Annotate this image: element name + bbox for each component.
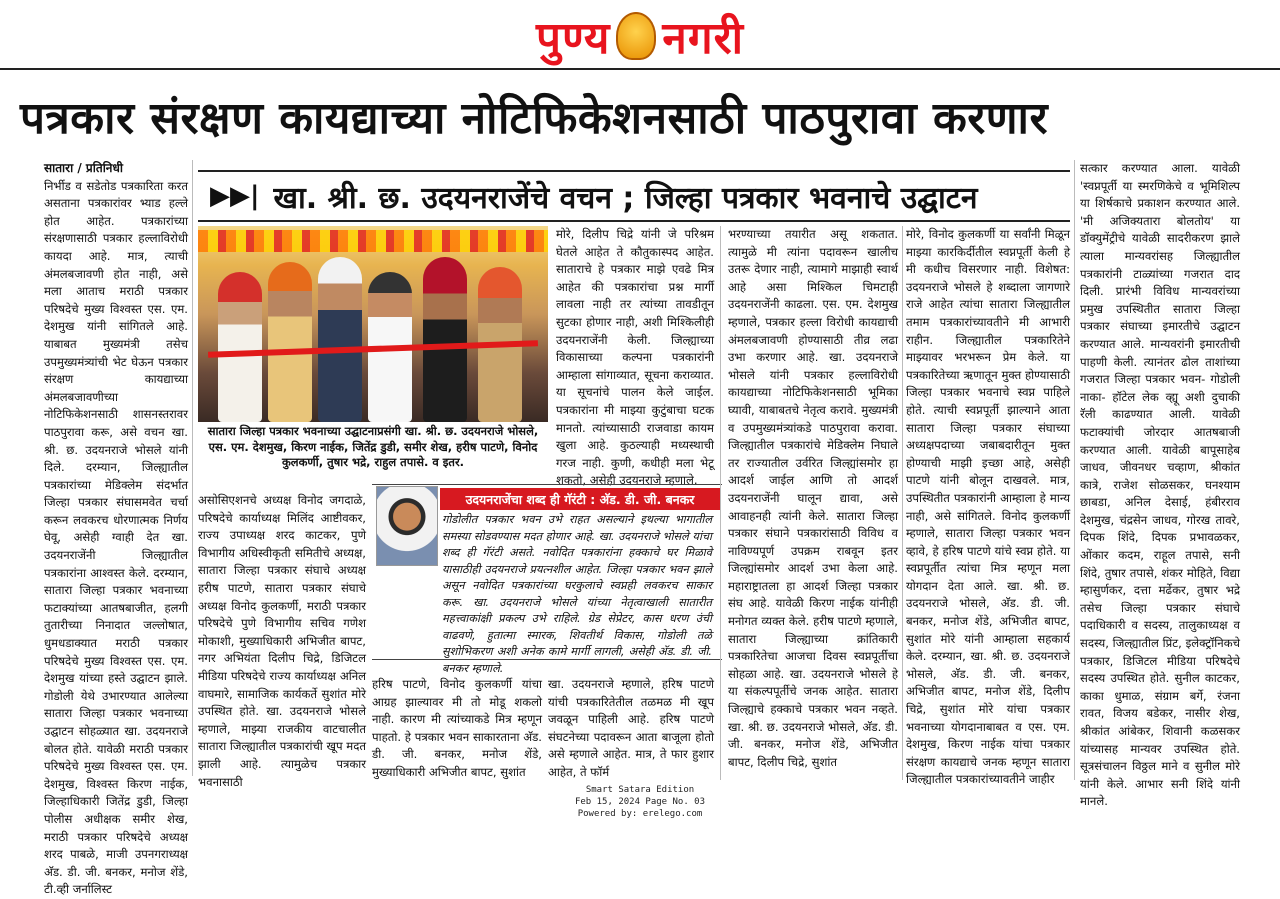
article-column-6: सत्कार करण्यात आला. यावेळी 'स्वप्नपूर्ती या स्मरणिकेचे व भूमिशिल्प या शिर्षकाचे प्रकाशन करण्यात आले. 'मी अजिक्यतारा बोलतोय' या डॉक्युमेंट्रीचे यावेळी सादरीकरण झाले त्याला मान्यवरांसह जिल्ह्यातील पत्रकारांनी टाळ्यांच्या गजरात दाद दिली. प्रारंभी विविध मान्यवरांच्या प्रमुख उपस्थितीत सातारा जिल्हा पत्रकार संघाच्या इमारतीचे उद्घाटन करण्यात आले. मान्यवरांनी इमारतीची पाहणी केली. त्यानंतर ढोल ताशांच्या गजरात जिल्हा पत्रकार भवन- गोडोली नाका- हॉटेल लेक व्ह्यू अशी दुचाकी रॅली काढण्यात आली. यावेळी फटाक्यांची जोरदार आतषबाजी करण्यात आली. यावेळी बापूसाहेब जाधव, जीवनधर चव्हाण, श्रीकांत कात्रे, राजेश सोळसकर, घनश्याम छाबडा, अनिल देसाई, हंबीरराव देशमुख, चंद्रसेन जाधव, गोरख तावरे, दिपक शिंदे, दिपक प्रभावळकर, ओंकार कदम, राहूल तपासे, सनी शिंदे, तुषार तपासे, शंकर मोहिते, विद्या म्हासुर्णकर, दत्ता मर्ढेकर, तुषार भद्रे तसेच जिल्हा पत्रकार संघाचे पदाधिकारी व सदस्य, तालुकाध्यक्ष व सदस्य, जिल्ह्यातील प्रिंट, इलेक्ट्रॉनिकचे पत्रकार, डिजिटल मीडिया परिषदेचे सदस्य उपस्थित होते. सुनील काटकर, काका धुमाळ, संग्राम बर्गे, रंजना रावत, विजय बडेकर, नासीर शेख, श्रीकांत आंबेकर, शिवानी कळसकर यांच्यासह मान्यवर उपस्थित होते. सूत्रसंचालन विठ्ठल माने व सुनील मोरे यांनी केले. आभार सनी शिंदे यांनी मानले.: [1080, 161, 1240, 809]
column-divider: [192, 160, 193, 776]
fast-forward-arrow-icon: ▶▶|: [210, 181, 260, 211]
article-column-4: भरण्याच्या तयारीत असू शकतात. त्यामुळे मी त्यांना पदावरून खालीच उतरू देणार नाही, त्यामागे माझाही स्वार्थ आहे असा मिश्किल चिमटाही उदयनराजेंनी काढला. एस. एम. देशमुख म्हणाले, पत्रकार हल्ला विरोधी कायद्याची अंमलबजावणी होण्यासाठी तीव्र लढा उभा करणार आहे. खा. उदयनराजे भोसले यांनी पत्रकार हल्लाविरोधी कायद्याच्या नोटिफिकेशनसाठी भूमिका घ्यावी, याबाबतचे नेतृत्व करावे. मुख्यमंत्री व उपमुख्यमंत्र्यांकडे पाठपुरावा करावा. जिल्ह्यातील पत्रकारांचे मेडिक्लेम निघाले तर राज्यातील उर्वरित जिल्ह्यांसमोर हा आदर्श जाईल आणि तो आदर्श उदयनराजेंनी घालून द्यावा, असे आवाहनही त्यांनी केले. सातारा जिल्हा पत्रकार संघाने पत्रकारांसाठी विविध व नाविण्यपूर्ण उपक्रम राबवून इतर जिल्ह्यांसमोर आदर्श उभा केला आहे. महाराष्ट्रातला हा आदर्श जिल्हा पत्रकार संघ आहे. यावेळी किरण नाईक यांनीही मनोगत व्यक्त केले. हरीष पाटणे म्हणाले, सातारा जिल्ह्याच्या क्रांतिकारी पत्रकारितेचा आजचा दिवस स्वप्नपूर्तीचा सोहळा आहे. खा. उदयनराजे भोसले हे या संकल्पपूर्तीचे जनक आहेत. सातारा जिल्ह्याचे हक्काचे पत्रकार भवन नव्हते. खा. श्री. छ. उदयनराजे भोसले, अ‍ॅड. डी. जी. बनकर, मनोज शेंडे, अभिजीत बापट, दिलीप चिद्रे, सुशांत: [728, 227, 898, 769]
byline: सातारा / प्रतिनिधी: [44, 161, 123, 175]
article-column-2-mid: असोसिएशनचे अध्यक्ष विनोद जगदाळे, परिषदेचे कार्याध्यक्ष मिलिंद आष्टीवकर, राज्य उपाध्यक्ष शरद काटकर, पुणे विभागीय अधिस्वीकृती समितीचे अध्यक्ष, सातारा जिल्हा पत्रकार संघाचे अध्यक्ष हरीष पाटणे, सातारा पत्रकार संघाचे अध्यक्ष विनोद कुलकर्णी, मराठी पत्रकार परिषदेचे पुणे विभागीय सचिव गणेश मोकाशी, मुख्याधिकारी अभिजीत बापट, नगर अभियंता दिलीप चिद्रे, डिजिटल मीडिया परिषदेचे राज्य कार्याध्यक्ष अनिल वाघमारे, सामाजिक कार्यकर्ते सुशांत मोरे उपस्थित होते. खा. उदयनराजे भोसले म्हणाले, माझ्या राजकीय वाटचालीत सातारा जिल्ह्यातील पत्रकारांची खूप मदत झाली आहे. त्यामुळेच पत्रकार भवनासाठी: [198, 493, 366, 789]
powered-by-link[interactable]: Powered by: erelego.com: [577, 809, 703, 819]
edition-name: Smart Satara Edition: [585, 785, 695, 795]
flower-garland: [198, 230, 548, 252]
column-divider: [1074, 160, 1075, 780]
edition-footer: [540, 784, 740, 820]
photo-caption: सातारा जिल्हा पत्रकार भवनाच्या उद्घाटनाप्रसंगी खा. श्री. छ. उदयनराजे भोसले, एस. एम. देशमुख, किरण नाईक, जितेंद्र डुडी, समीर शेख, हरीष पाटणे, विनोद कुलकर्णी, तुषार भद्रे, राहुल तपासे. व इतर.: [207, 424, 539, 469]
photo-person: [268, 262, 312, 422]
ganesha-emblem-icon: [616, 12, 656, 60]
column-divider: [720, 226, 721, 780]
quote-box-title: उदयनराजेंचा शब्द ही गॅरंटी : अ‍ॅड. डी. जी. बनकर: [440, 488, 720, 510]
article-headline: पत्रकार संरक्षण कायद्याच्या नोटिफिकेशनसाठी पाठपुरावा करणार: [20, 93, 1048, 144]
article-column-2-bottom: हरिष पाटणे, विनोद कुलकर्णी यांचा आग्रह झाल्यावर मी तो मोडू शकलो नाही. कारण मी त्यांच्याकडे मित्र म्हणून पाहतो. हे पत्रकार भवन साकारताना अ‍ॅड. डी. जी. बनकर, मनोज शेंडे, मुख्याधिकारी अभिजीत बापट, सुशांत: [372, 677, 542, 779]
photo-person: [423, 257, 467, 422]
edition-date-page: Feb 15, 2024 Page No. 03: [574, 797, 706, 807]
column-1-text: निर्भीड व सडेतोड पत्रकारिता करत असताना पत्रकारांवर भ्याड हल्ले होत आहेत. पत्रकारांच्या संरक्षणासाठी पत्रकार हल्लाविरोधी कायदा आहे. मात्र, त्याची अंमलबजावणी होत नाही, असे मला आताच मराठी पत्रकार परिषदेचे मुख्य विश्वस्त एस. एम. देशमुख यांनी सांगितले आहे. याबाबत मुख्यमंत्री तसेच उपमुख्यमंत्र्यांची भेट घेऊन पत्रकार संरक्षण कायद्याच्या अंमलबजावणीच्या नोटिफिकेशनसाठी शासनस्तरावर पाठपुरावा करू, असे वचन खा. श्री. छ. उदयनराजे भोसले यांनी दिले. दरम्यान, जिल्ह्यातील पत्रकारांच्या मेडिक्लेम संदर्भात जिल्हा पत्रकार संघासमवेत चर्चा करून लवकरच धोरणात्मक निर्णय घेवू, असेही ग्वाही देत खा. उदयनराजेंनी जिल्ह्यातील पत्रकारांना आश्वस्त केले. दरम्यान, सातारा जिल्हा पत्रकार भवनाच्या फटाक्यांच्या आतषबाजीत, हलगी तुतारीच्या निनादात जल्लोषात, धुमधडाक्यात मराठी पत्रकार परिषदेचे मुख्य विश्वस्त एस. एम. देशमुख यांच्या हस्ते उद्घाटन झाले. गोडोली येथे उभारण्यात आलेल्या सातारा जिल्हा पत्रकार भवनाच्या उद्घाटन सोहळ्यात खा. उदयनराजे बोलत होते. यावेळी मराठी पत्रकार परिषदेचे मुख्य विश्वस्त एस. एम. देशमुख, विश्वस्त किरण नाईक, जिल्हाधिकारी जितेंद्र डुडी, जिल्हा पोलीस अधीक्षक समीर शेख, मराठी पत्रकार परिषदेचे अध्यक्ष शरद पाबळे, माजी उपनगराध्यक्ष अ‍ॅड. डी. जी. बनकर, मनोज शेंडे, टी.व्ही जर्नालिस्ट: [44, 178, 188, 897]
logo-left-word: पुण्य: [535, 13, 611, 64]
column-divider: [902, 226, 903, 780]
article-column-3-top: मोरे, दिलीप चिद्रे यांनी जे परिश्रम घेतले आहेत ते कौतुकास्पद आहेत. साताराचे हे पत्रकार माझे एवढे मित्र आहेत की पत्रकारांचा प्रश्न मार्गी लावला नाही तर त्यांच्या तावडीतून सुटका होणार नाही, अशी मिश्किलीही उदयनराजेंनी केली. जिल्ह्याच्या विकासाच्या कल्पना पत्रकारांनी आम्हाला सांगाव्यात, सूचना कराव्यात. या सूचनांचे पालन केले जाईल. पत्रकारांना मी माझ्या कुटुंबाचा घटक मानतो. त्यांच्यासाठी राजवाडा कायम खुला आहे. कुठल्याही मध्यस्थाची गरज नाही. कुणी, कधीही मला भेटू शकतो, असेही उदयनराजे म्हणाले.: [556, 227, 714, 488]
bankar-portrait[interactable]: [376, 486, 438, 566]
subheadline: खा. श्री. छ. उदयनराजेंचे वचन ; जिल्हा पत्रकार भवनाचे उद्घाटन: [273, 180, 978, 216]
event-photo[interactable]: [198, 226, 548, 422]
article-column-1: [44, 160, 188, 897]
article-column-3-bottom: खा. उदयनराजे म्हणाले, हरिष पाटणे यांची पत्रकारितेतील तळमळ मी खूप जवळून पाहिली आहे. हरिष पाटणे संघटनेच्या पदावरून आता बाजूला होतो असे म्हणाले आहेत. मात्र, ते फार हुशार आहेत, ते फॉर्म: [548, 677, 714, 779]
masthead: [0, 0, 1280, 70]
logo-right-word: नगरी: [662, 13, 744, 64]
quote-box-text: गोडोलीत पत्रकार भवन उभे राहत असल्याने इथल्या भागातील समस्या सोडवण्यास मदत होणार आहे. खा. उदयनराजे भोसले यांचा शब्द ही गॅरंटी असते. नवोदित पत्रकारांना हक्काचे घर मिळावे यासाठीही उदयनराजे प्रयत्नशील आहेत. जिल्हा पत्रकार भवन झाले असून नवोदित पत्रकारांच्या घरकुलाचे स्वप्नही लवकरच साकार करू. खा. उदयनराजे भोसले यांच्या नेतृत्वाखाली सातारीत महत्त्वाकांक्षी प्रकल्प उभे राहिले. ग्रेड सेप्रेटर, कास धरण उंची वाढवणे, हुतात्मा स्मारक, शिवतीर्थ विकास, गोडोली तळे सुशोभिकरण अशी अनेक कामे मार्गी लागली, असेही अ‍ॅड. डी. जी. बनकर म्हणाले.: [442, 513, 712, 675]
subheadline-bar: [198, 170, 1070, 222]
article-column-5: मोरे, विनोद कुलकर्णी या सर्वांनी मिळून माझ्या कारकिर्दीतील स्वप्नपूर्ती केली हे मी कधीच विसरणार नाही. विशेषत: उदयनराजे भोसले हे शब्दाला जागणारे राजे आहेत त्यांचा सातारा जिल्ह्यातील तमाम पत्रकारांच्यावतीने मी आभारी राहीन. जिल्ह्यातील पत्रकारितेने माझ्यावर भरभरून प्रेम केले. या पत्रकारितेच्या ऋणातून मुक्त होण्यासाठी जिल्हा पत्रकार भवनाचे स्वप्न पाहिले होते. त्याची स्वप्नपूर्ती झाल्याने आता सातारा जिल्हा पत्रकार संघाच्या अध्यक्षपदाच्या जबाबदारीतून मुक्त होण्याची माझी इच्छा आहे, असेही पाटणे यांनी बोलून दाखवले. मात्र, उपस्थितीत पत्रकारांनी आम्हाला हे मान्य नाही, असे सांगितले. विनोद कुलकर्णी म्हणाले, सातारा जिल्हा पत्रकार भवन व्हावे, हे हरिष पाटणे यांचे स्वप्न होते. या स्वप्नपूर्तीत त्यांचा मित्र म्हणून मला योगदान देता आले. खा. श्री. छ. उदयनराजे भोसले, अ‍ॅड. डी. जी. बनकर, मनोज शेंडे, अभिजीत बापट, सुशांत मोरे यांनी आम्हाला सहकार्य केले. दरम्यान, खा. श्री. छ. उदयनराजे भोसले, अ‍ॅड. डी. जी. बनकर, अभिजीत बापट, मनोज शेंडे, दिलीप चिद्रे, सुशांत मोरे यांचा पत्रकार भवनाच्या योगदानाबाबत व एस. एम. देशमुख, किरण नाईक यांचा पत्रकार संरक्षण कायद्याचे जनक म्हणून सातारा जिल्ह्यातील पत्रकारांच्यावतीने जाहीर: [906, 227, 1070, 787]
photo-person: [318, 257, 362, 422]
photo-person: [218, 272, 262, 422]
newspaper-logo[interactable]: [536, 6, 744, 66]
